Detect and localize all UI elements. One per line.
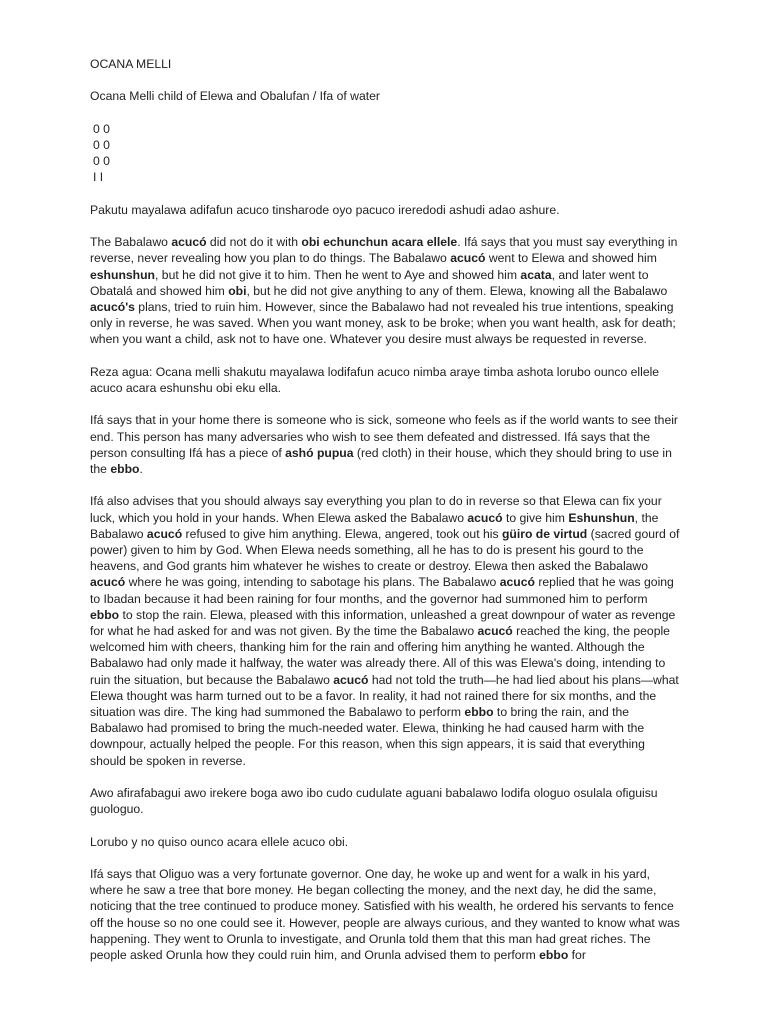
text-run: Pakutu mayalawa adifafun acuco tinsharode oyo pacuco ireredodi ashudi adao ashure. [90, 202, 560, 217]
text-run: (red cloth) in their house, which they should bring to use in the [90, 445, 672, 476]
pattern-row: 0 0 [93, 154, 110, 169]
bold-term: acucó [146, 526, 183, 541]
text-run: had not told the truth—he had lied about his plans—what Elewa thought was harm turned out to be a favor. In reality, it had not rained there for six months, and the situation was dire. The king had summoned the Babalawo to perform [90, 672, 679, 720]
text-run: The Babalawo [90, 235, 172, 250]
text-run: , but he did not give anything to any of them. Elewa, knowing all the Babalawo [246, 283, 668, 298]
text-run: . [139, 461, 143, 476]
body-paragraph [90, 234, 680, 347]
bold-term: obi [228, 283, 247, 298]
bold-term: acucó [477, 624, 513, 638]
bold-term: acucó [499, 575, 535, 590]
bold-term: acucó [333, 672, 369, 687]
document-page [90, 56, 680, 979]
bold-term: ashó pupua [285, 445, 354, 460]
bold-term: acucó [171, 235, 207, 250]
body-paragraph [90, 785, 680, 817]
text-run: to bring the rain, and the Babalawo had promised to bring the much-needed water. Elewa, thinking he had caused harm with the downpour, actually helped the people. For this reason, when this sign appears, it is said that everything should be spoken in reverse. [90, 705, 645, 768]
bold-term: eshunshun [90, 267, 156, 282]
body-paragraph [90, 364, 680, 396]
pattern-row: I I [93, 170, 104, 185]
text-run: Ifá says that Oliguo was a very fortunate governor. One day, he woke up and went for a walk in his yard, where he saw a tree that bore money. He began collecting the money, and the next day, he did the same, noticing that the tree continued to produce money. Satisfied with his wealth, he ordered his servants to fence off the house so no one could see it. However, people are always curious, and they wanted to know what was happening. They went to Orunla to investigate, and Orunla told them that this man had great riches. The people asked Orunla how they could ruin him, and Orunla advised them to perform [90, 867, 680, 963]
body-paragraph [90, 202, 680, 218]
text-run: where he was going, intending to sabotage his plans. The Babalawo [125, 575, 500, 590]
text-run: did not do it with [206, 235, 302, 250]
body-text [90, 202, 680, 963]
pattern-row: 0 0 [93, 121, 110, 136]
bold-term: ebbo [90, 607, 120, 622]
text-run: , and later went to Obatalá and showed him [90, 267, 649, 298]
document-subtitle: Ocana Melli child of Elewa and Obalufan / Ifa of water [90, 89, 380, 104]
bold-term: Eshunshun [568, 510, 635, 525]
bold-term: ebbo [110, 461, 140, 476]
bold-term: acucó [467, 510, 503, 525]
text-run: Reza agua: Ocana melli shakutu mayalawa lodifafun acuco nimba araye timba ashota lorubo ounco ellele acuco acara eshunshu obi eku ella. [90, 364, 660, 395]
text-run: refused to give him anything. Elewa, angered, took out his [182, 526, 502, 541]
text-run: , but he did not give it to him. Then he went to Aye and showed him [155, 267, 521, 282]
bold-term: acucó [90, 575, 126, 590]
bold-term: acucó's [90, 299, 135, 314]
text-run: (sacred gourd of power) given to him by God. When Elewa needs something, all he has to do is present his gourd to the heavens, and God grants him whatever he wishes to create or destroy. Elewa then asked the Babalawo [90, 526, 680, 574]
text-run: , the Babalawo [90, 510, 659, 541]
bold-term: acucó [450, 251, 486, 266]
bold-term: acata [520, 267, 552, 282]
bold-term: güiro de virtud [501, 526, 588, 541]
pattern-row: 0 0 [93, 137, 110, 152]
text-run: to give him [502, 510, 569, 525]
body-paragraph [90, 866, 680, 963]
text-run: went to Elewa and showed him [485, 251, 657, 266]
text-run: replied that he was going to Ibadan because it had been raining for four months, and the governor had summoned him to perform [90, 575, 674, 606]
text-run: to stop the rain. Elewa, pleased with this information, unleashed a great downpour of water as revenge for what he had asked for and was not given. By the time the Babalawo [90, 607, 676, 638]
body-paragraph [90, 412, 680, 477]
text-run: plans, tried to ruin him. However, since the Babalawo had not revealed his true intentions, speaking only in reverse, he was saved. When you want money, ask to be broke; when you want health, ask for death; when you want a child, ask not to have one. Whatever you desire must always be requested in reverse. [90, 299, 676, 347]
body-paragraph [90, 834, 680, 850]
text-run: . Ifá says that you must say everything in reverse, never revealing how you plan to do things. The Babalawo [90, 235, 678, 266]
document-title: OCANA MELLI [90, 57, 172, 71]
text-run: Ifá says that in your home there is someone who is sick, someone who feels as if the world wants to see their end. This person has many adversaries who wish to see them defeated and distressed. Ifá says that the person consulting Ifá has a piece of [90, 413, 678, 460]
text-run: Awo afirafabagui awo irekere boga awo ibo cudo cudulate aguani babalawo lodifa ologuo osulala ofiguisu guologuo. [90, 786, 658, 817]
bold-term: ebbo [539, 948, 569, 963]
text-run: reached the king, the people welcomed him with cheers, thanking him for the rain and offering him anything he wanted. Although the Babalawo had only made it halfway, the water was already there. All of this was Elewa's doing, intending to ruin the situation, but because the Babalawo [90, 624, 670, 687]
bold-term: ebbo [464, 705, 494, 720]
body-paragraph [90, 493, 680, 768]
text-run: Ifá also advises that you should always say everything you plan to do in reverse so that Elewa can fix your luck, which you hold in your hands. When Elewa asked the Babalawo [90, 494, 662, 525]
text-run: for [568, 948, 586, 963]
odu-sign-pattern [90, 121, 680, 186]
bold-term: obi echunchun acara ellele [301, 235, 458, 250]
text-run: Lorubo y no quiso ounco acara ellele acuco obi. [90, 834, 349, 849]
